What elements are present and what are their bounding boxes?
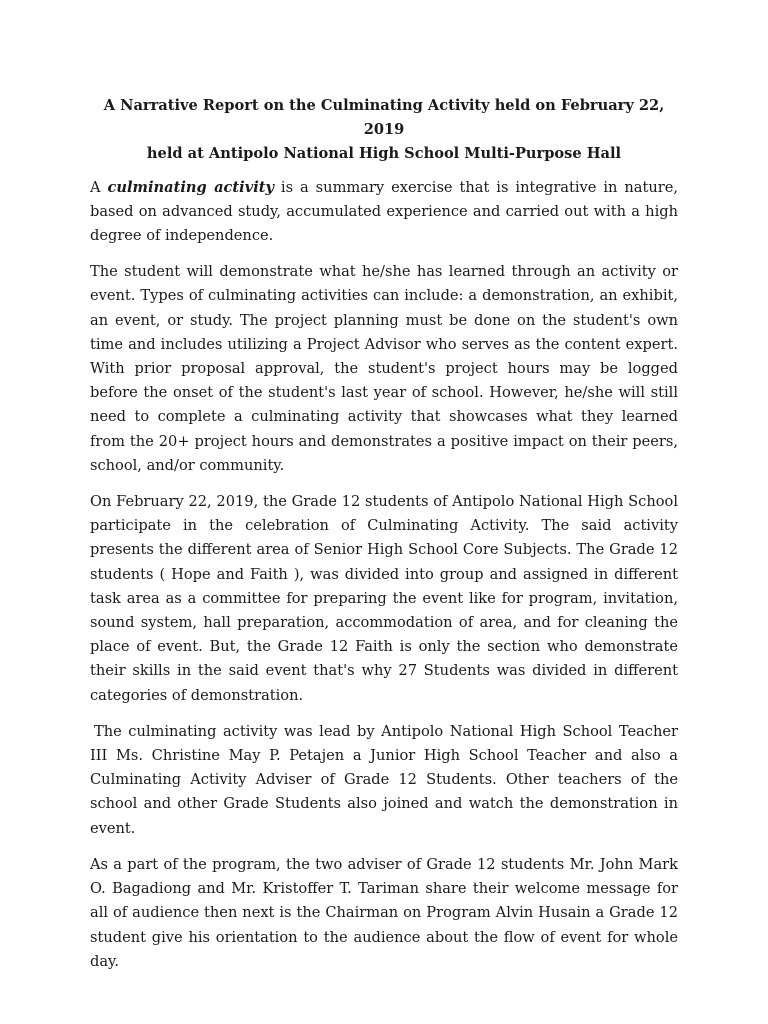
paragraph-program: As a part of the program, the two adviser of Grade 12 students Mr. John Mark O. Bagadiong and Mr. Kristoffer T. Tariman share their welcome message for all of audience then next is the Chairman on Program Alvin Husain a Grade 12 student give his orientation to the audience about the flow of event for whole day. [90,855,678,970]
paragraph-event-leadership: The culminating activity was lead by Antipolo National High School Teacher III Ms. Christine May P. Petajen a Junior High School Teacher and also a Culminating Activity Adviser of Grade 12 Students. Other teachers of the school and other Grade Students also joined and watch the demonstration in event. [90,722,678,837]
culminating-activity-term: culminating activity [107,178,274,196]
report-title-line-1: A Narrative Report on the Culminating Activity held on February 22, 2019 [103,97,665,139]
paragraph-event-overview: On February 22, 2019, the Grade 12 students of Antipolo National High School participate in the celebration of Culminating Activity. The said activity presents the different area of Senior High School Core Subjects. The Grade 12 students ( Hope and Faith ), was divided into group and assigned in different task area as a committee for preparing the event like for program, invitation, sound system, hall preparation, accommodation of area, and for cleaning the place of event. But, the Grade 12 Faith is only the section who demonstrate their skills in the said event that's why 27 Students was divided in different categories of demonstration. [90,493,678,704]
paragraph-student-demonstration: The student will demonstrate what he/she has learned through an activity or event. Types of culminating activities can include: a demonstration, an exhibit, an event, or study. The project planning must be done on the student's own time and includes utilizing a Project Advisor who serves as the content expert. With prior proposal approval, the student's project hours may be logged before the onset of the student's last year of school. However, he/she will still need to complete a culminating activity that showcases what they learned from the 20+ project hours and demonstrates a positive impact on their peers, school, and/or community. [90,263,678,474]
report-title [90,94,678,167]
paragraph-definition [90,176,678,249]
paragraph-definition-rest: is a summary exercise that is integrative in nature, based on advanced study, accumulated experience and carried out with a high degree of independence. [90,178,678,245]
paragraph-definition-lead: A [90,178,108,196]
report-title-line-2: held at Antipolo National High School Multi-Purpose Hall [146,145,622,163]
document-body [90,94,678,986]
